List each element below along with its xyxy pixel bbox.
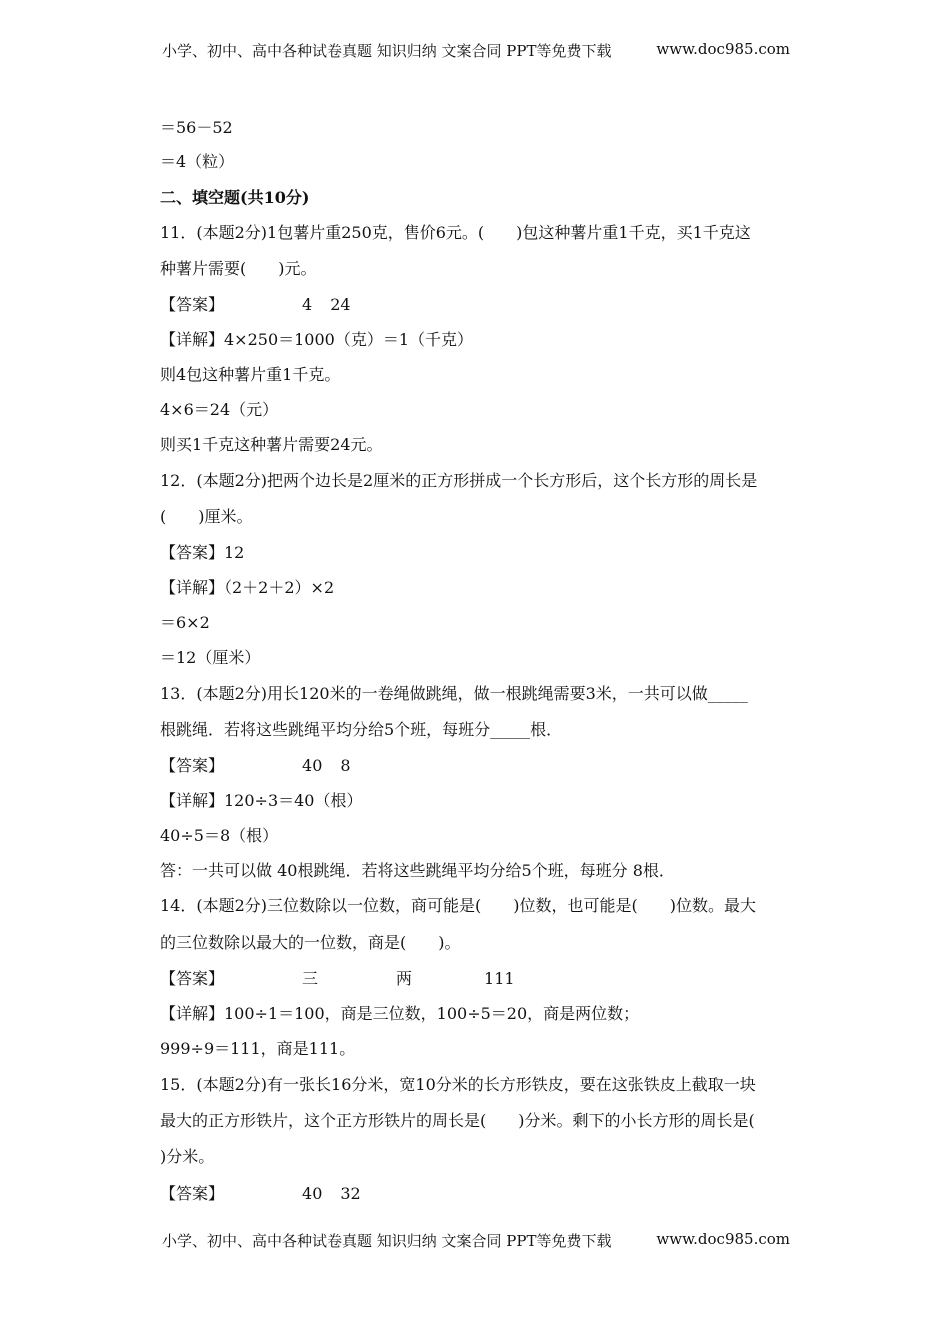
answer-value: 三 [302, 969, 319, 988]
answer-14 [160, 969, 515, 989]
question-14-line: 14．(本题2分)三位数除以一位数，商可能是( )位数，也可能是( )位数。最大 [160, 896, 756, 915]
explanation-line: ＝12（厘米） [160, 648, 261, 667]
answer-label: 【答案】 [160, 756, 225, 775]
header-url: www.doc985.com [656, 40, 790, 58]
explanation-line: ＝6×2 [160, 613, 210, 632]
answer-value: 8 [340, 756, 351, 775]
question-14-line: 的三位数除以最大的一位数，商是( )。 [160, 933, 461, 952]
question-13-line: 13．(本题2分)用长120米的一卷绳做跳绳，做一根跳绳需要3米，一共可以做_____ [160, 684, 748, 703]
question-12-line: 12．(本题2分)把两个边长是2厘米的正方形拼成一个长方形后，这个长方形的周长是 [160, 471, 758, 490]
question-15-line: )分米。 [160, 1147, 215, 1166]
answer-label: 【答案】 [160, 1184, 225, 1203]
section-heading: 二、填空题(共10分) [160, 188, 310, 207]
explanation-line: 40÷5＝8（根） [160, 826, 279, 845]
answer-value: 40 [302, 1184, 323, 1203]
answer-11 [160, 295, 351, 315]
calc-line: ＝4（粒） [160, 152, 235, 171]
header-text: 小学、初中、高中各种试卷真题 知识归纳 文案合同 PPT等免费下载 [162, 42, 612, 60]
question-13-line: 根跳绳．若将这些跳绳平均分给5个班，每班分_____根． [160, 720, 563, 739]
answer-value: 24 [330, 295, 351, 314]
explanation-line: 【详解】100÷1＝100，商是三位数，100÷5＝20，商是两位数； [160, 1004, 640, 1023]
answer-value: 111 [484, 969, 515, 988]
answer-15 [160, 1184, 361, 1204]
question-11-line: 11．(本题2分)1包薯片重250克，售价6元。( )包这种薯片重1千克，买1千克这 [160, 223, 751, 242]
answer-value: 40 [302, 756, 323, 775]
calc-line: ＝56－52 [160, 118, 233, 137]
footer-url: www.doc985.com [656, 1230, 790, 1248]
explanation-line: 999÷9＝111，商是111。 [160, 1039, 356, 1058]
explanation-line: 答：一共可以做 40根跳绳．若将这些跳绳平均分给5个班，每班分 8根． [160, 861, 675, 880]
question-15-line: 最大的正方形铁片，这个正方形铁片的周长是( )分米。剩下的小长方形的周长是( [160, 1111, 755, 1130]
explanation-line: 【详解】4×250＝1000（克）＝1（千克） [160, 330, 474, 349]
question-12-line: ( )厘米。 [160, 507, 253, 526]
question-11-line: 种薯片需要( )元。 [160, 259, 317, 278]
answer-value: 两 [396, 969, 413, 988]
page-footer [162, 1230, 790, 1251]
answer-13 [160, 756, 351, 776]
footer-text: 小学、初中、高中各种试卷真题 知识归纳 文案合同 PPT等免费下载 [162, 1232, 612, 1250]
answer-12: 【答案】12 [160, 543, 245, 562]
answer-value: 4 [302, 295, 313, 314]
explanation-line: 4×6＝24（元） [160, 400, 279, 419]
explanation-line: 【详解】120÷3＝40（根） [160, 791, 363, 810]
question-15-line: 15．(本题2分)有一张长16分米，宽10分米的长方形铁皮，要在这张铁皮上截取一块 [160, 1075, 756, 1094]
page-header [162, 40, 790, 61]
answer-label: 【答案】 [160, 295, 225, 314]
answer-label: 【答案】 [160, 969, 225, 988]
explanation-line: 则买1千克这种薯片需要24元。 [160, 435, 383, 454]
explanation-line: 则4包这种薯片重1千克。 [160, 365, 341, 384]
explanation-line: 【详解】（2＋2＋2）×2 [160, 578, 335, 597]
answer-value: 32 [340, 1184, 361, 1203]
